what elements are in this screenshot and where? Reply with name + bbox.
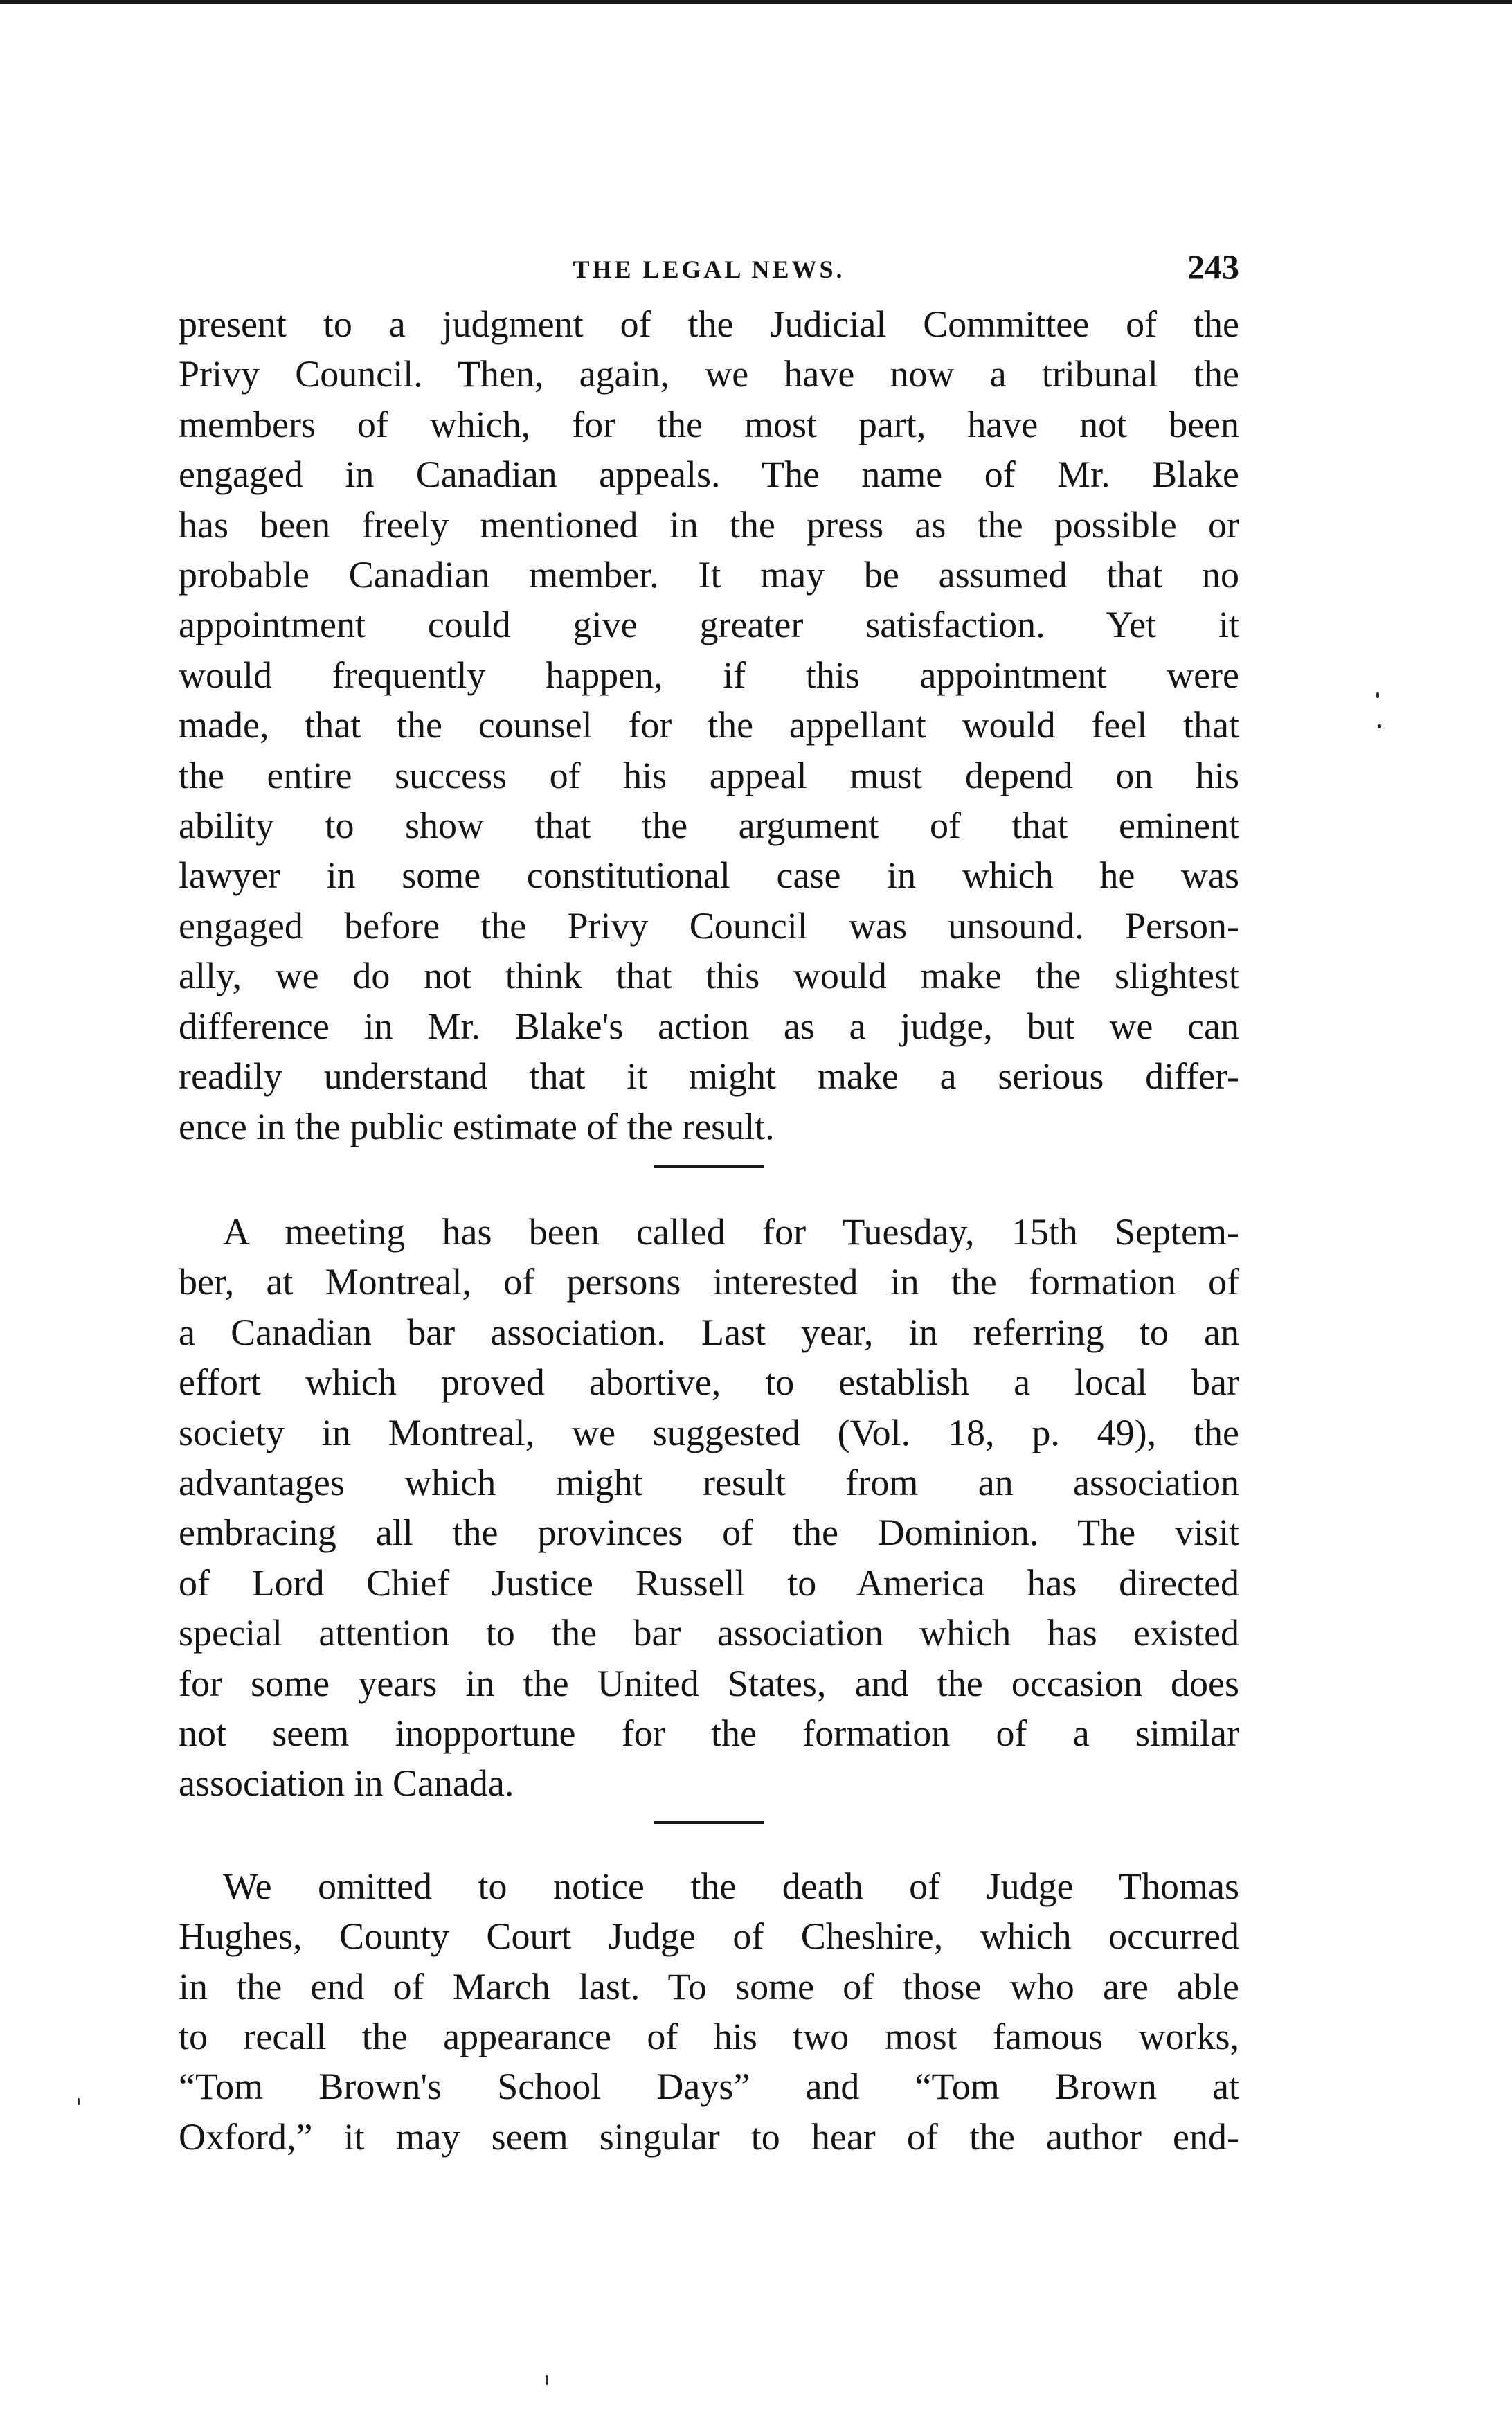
text-line: Oxford,” it may seem singular to hear of the author end- [179, 2115, 1239, 2158]
scan-speck [1378, 724, 1381, 728]
text-line: lawyer in some constitutional case in which he was [179, 854, 1239, 897]
text-line: would frequently happen, if this appointment were [179, 654, 1239, 696]
text-line: advantages which might result from an association [179, 1461, 1239, 1503]
text-line: of Lord Chief Justice Russell to America has directed [179, 1562, 1239, 1604]
text-line: not seem inopportune for the formation of a similar [179, 1712, 1239, 1754]
text-line: appointment could give greater satisfaction. Yet it [179, 604, 1239, 646]
text-line: society in Montreal, we suggested (Vol. 18, p. 49), the [179, 1411, 1239, 1453]
text-line: We omitted to notice the death of Judge Thomas [223, 1865, 1239, 1907]
paragraph-bar-association [179, 1207, 1239, 1809]
text-line: ally, we do not think that this would make the slightest [179, 955, 1239, 997]
scan-speck [78, 2098, 80, 2105]
text-line: special attention to the bar association which has existed [179, 1612, 1239, 1654]
book-page [179, 242, 1239, 2162]
paragraph-privy-council [179, 299, 1239, 1152]
text-line: members of which, for the most part, have not been [179, 403, 1239, 445]
text-line: engaged before the Privy Council was unsound. Person- [179, 904, 1239, 947]
text-line: ence in the public estimate of the result. [179, 1105, 775, 1147]
paragraph-judge-hughes [179, 1861, 1239, 2162]
running-title: THE LEGAL NEWS. [573, 256, 845, 283]
text-line: difference in Mr. Blake's action as a judge, but we can [179, 1005, 1239, 1047]
text-line: effort which proved abortive, to establish a local bar [179, 1361, 1239, 1404]
text-line: has been freely mentioned in the press as the possible or [179, 503, 1239, 546]
running-head [179, 242, 1239, 298]
text-line: association in Canada. [179, 1762, 514, 1805]
scan-speck [1376, 692, 1379, 698]
text-line: in the end of March last. To some of those who are able [179, 1965, 1239, 2007]
text-line: embracing all the provinces of the Dominion. The visit [179, 1512, 1239, 1554]
text-line: ability to show that the argument of that eminent [179, 805, 1239, 847]
text-line: A meeting has been called for Tuesday, 15th Septem- [223, 1210, 1239, 1253]
text-line: present to a judgment of the Judicial Committee of the [179, 303, 1239, 345]
text-line: for some years in the United States, and the occasion does [179, 1662, 1239, 1704]
text-line: Privy Council. Then, again, we have now a tribunal the [179, 353, 1239, 395]
text-line: a Canadian bar association. Last year, in referring to an [179, 1311, 1239, 1353]
text-line: made, that the counsel for the appellant would feel that [179, 704, 1239, 746]
section-divider-rule [654, 1165, 764, 1168]
text-line: to recall the appearance of his two most famous works, [179, 2016, 1239, 2057]
section-divider-rule [654, 1821, 764, 1824]
scan-speck [546, 2375, 548, 2385]
text-line: Hughes, County Court Judge of Cheshire, which occurred [179, 1915, 1239, 1958]
text-line: “Tom Brown's School Days” and “Tom Brown at [179, 2066, 1239, 2108]
page-number: 243 [1187, 247, 1239, 286]
text-line: engaged in Canadian appeals. The name of Mr. Blake [179, 454, 1239, 496]
text-line: the entire success of his appeal must depend on his [179, 754, 1239, 796]
text-line: readily understand that it might make a serious differ- [179, 1055, 1239, 1098]
page-top-edge-rule [0, 0, 1512, 4]
text-line: ber, at Montreal, of persons interested in the formation of [179, 1261, 1239, 1303]
text-line: probable Canadian member. It may be assumed that no [179, 554, 1239, 596]
